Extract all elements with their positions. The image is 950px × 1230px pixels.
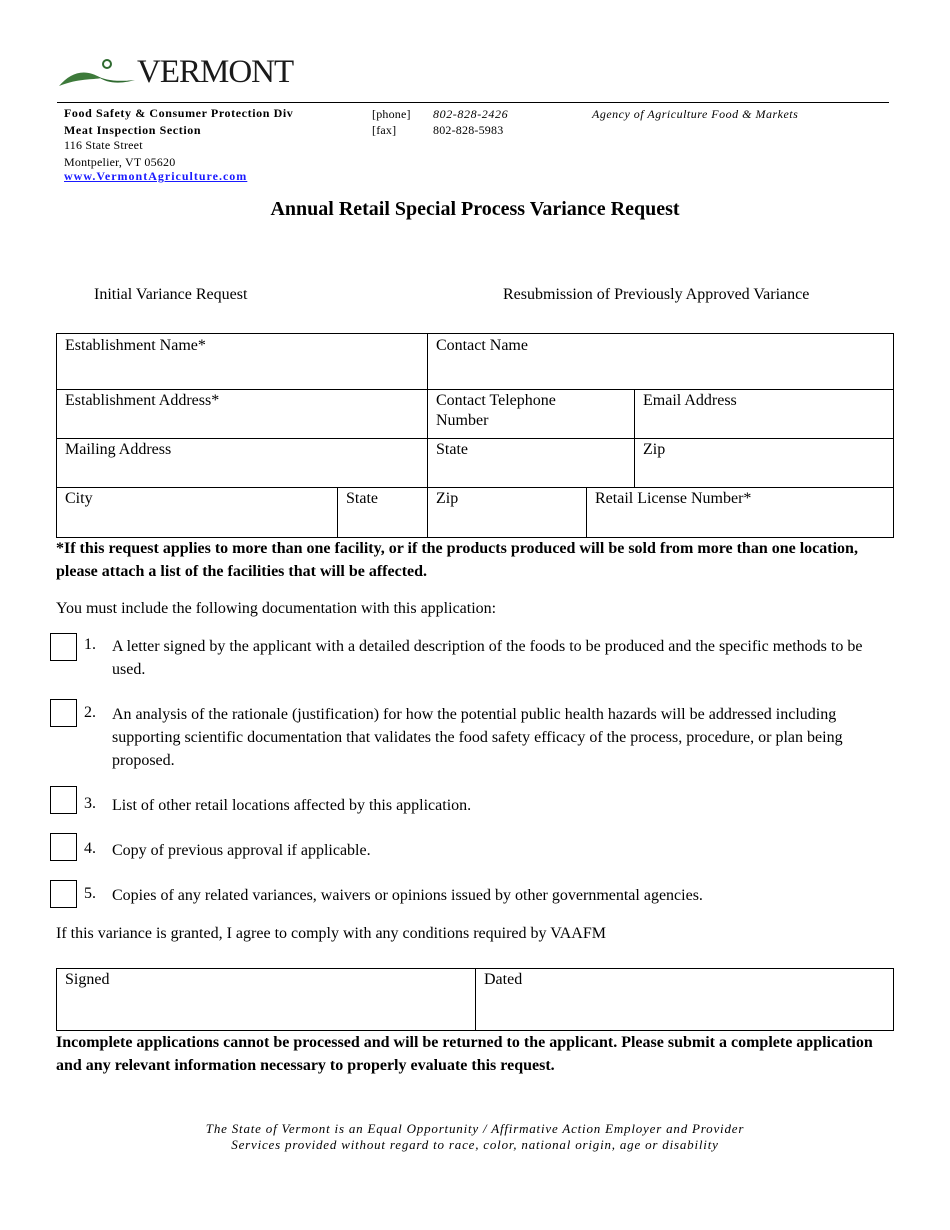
city-field[interactable] [57, 488, 338, 538]
incomplete-note: Incomplete applications cannot be processed and will be returned to the applicant. Please submit a complete application and any relevant information necessary to properly evaluate this request. [56, 1034, 873, 1074]
mailing-state-label: State [436, 441, 468, 458]
city-address: Montpelier, VT 05620 [64, 155, 176, 169]
website-link[interactable]: www.VermontAgriculture.com [64, 169, 248, 183]
item-4-text: Copy of previous approval if applicable. [112, 842, 371, 859]
fax-number: 802-828-5983 [433, 123, 504, 137]
mailing-zip-label: Zip [643, 441, 666, 458]
contact-name-field[interactable] [428, 334, 894, 390]
signed-field[interactable] [57, 969, 476, 1031]
item-5-number: 5. [84, 885, 96, 902]
initial-request-option[interactable]: Initial Variance Request [94, 286, 248, 303]
item-4-number: 4. [84, 840, 96, 857]
item-3-checkbox[interactable] [50, 786, 77, 814]
mailing-zip-field[interactable] [635, 439, 894, 488]
mailing-address-field[interactable] [57, 439, 428, 488]
agency-name: Agency of Agriculture Food & Markets [592, 107, 799, 121]
state-label: State [346, 490, 378, 507]
mailing-state-field[interactable] [428, 439, 635, 488]
footer-line-2: Services provided without regard to race, color, national origin, age or disability [231, 1137, 719, 1152]
logo-wordmark: VERMONT [137, 54, 294, 90]
dated-field[interactable] [476, 969, 894, 1031]
city-label: City [65, 490, 93, 507]
retail-license-field[interactable] [587, 488, 894, 538]
division-name: Food Safety & Consumer Protection Div [64, 106, 294, 120]
item-5-checkbox[interactable] [50, 880, 77, 908]
phone-label: [phone] [372, 107, 411, 121]
resubmission-option[interactable]: Resubmission of Previously Approved Variance [503, 286, 810, 303]
agreement-text: If this variance is granted, I agree to comply with any conditions required by VAAFM [56, 925, 606, 942]
retail-license-label: Retail License Number* [595, 490, 752, 507]
establishment-address-field[interactable] [57, 390, 428, 439]
contact-phone-label: Contact Telephone Number [436, 392, 556, 429]
dated-label: Dated [484, 971, 523, 988]
fax-label: [fax] [372, 123, 397, 137]
header-rule [57, 102, 889, 103]
zip-field[interactable] [428, 488, 587, 538]
phone-number: 802-828-2426 [433, 107, 509, 121]
signed-label: Signed [65, 971, 110, 988]
establishment-name-field[interactable] [57, 334, 428, 390]
city-license-table [56, 487, 894, 538]
item-2-number: 2. [84, 704, 96, 721]
vermont-leaf-icon [57, 56, 137, 90]
facility-note: *If this request applies to more than one facility, or if the products produced will be sold from more than one location, please attach a list of the facilities that will be affected. [56, 540, 858, 580]
item-3-number: 3. [84, 795, 96, 812]
item-1-number: 1. [84, 636, 96, 653]
street-address: 116 State Street [64, 138, 143, 152]
item-2-checkbox[interactable] [50, 699, 77, 727]
establishment-address-label: Establishment Address* [65, 392, 220, 409]
item-5-text: Copies of any related variances, waivers or opinions issued by other governmental agencies. [112, 887, 703, 904]
establishment-name-label: Establishment Name* [65, 337, 206, 354]
establishment-info-table [56, 333, 894, 488]
state-field[interactable] [338, 488, 428, 538]
zip-label: Zip [436, 490, 459, 507]
item-1-checkbox[interactable] [50, 633, 77, 661]
item-2-text: An analysis of the rationale (justification) for how the potential public health hazards will be addressed including supporting scientific documentation that validates the food safety efficacy of the process, procedure, or plan being proposed. [112, 706, 843, 769]
section-name: Meat Inspection Section [64, 123, 202, 137]
contact-phone-field[interactable] [428, 390, 635, 439]
email-label: Email Address [643, 392, 737, 409]
vermont-logo [57, 52, 294, 92]
page-title: Annual Retail Special Process Variance Request [270, 198, 680, 220]
footer-line-1: The State of Vermont is an Equal Opportunity / Affirmative Action Employer and Provider [205, 1121, 745, 1136]
email-field[interactable] [635, 390, 894, 439]
item-1-text: A letter signed by the applicant with a detailed description of the foods to be produced and the specific methods to be used. [112, 638, 863, 678]
signature-table [56, 968, 894, 1031]
item-3-text: List of other retail locations affected by this application. [112, 797, 472, 814]
item-4-checkbox[interactable] [50, 833, 77, 861]
contact-name-label: Contact Name [436, 337, 528, 354]
mailing-address-label: Mailing Address [65, 441, 172, 458]
documentation-intro: You must include the following documentation with this application: [56, 600, 497, 617]
